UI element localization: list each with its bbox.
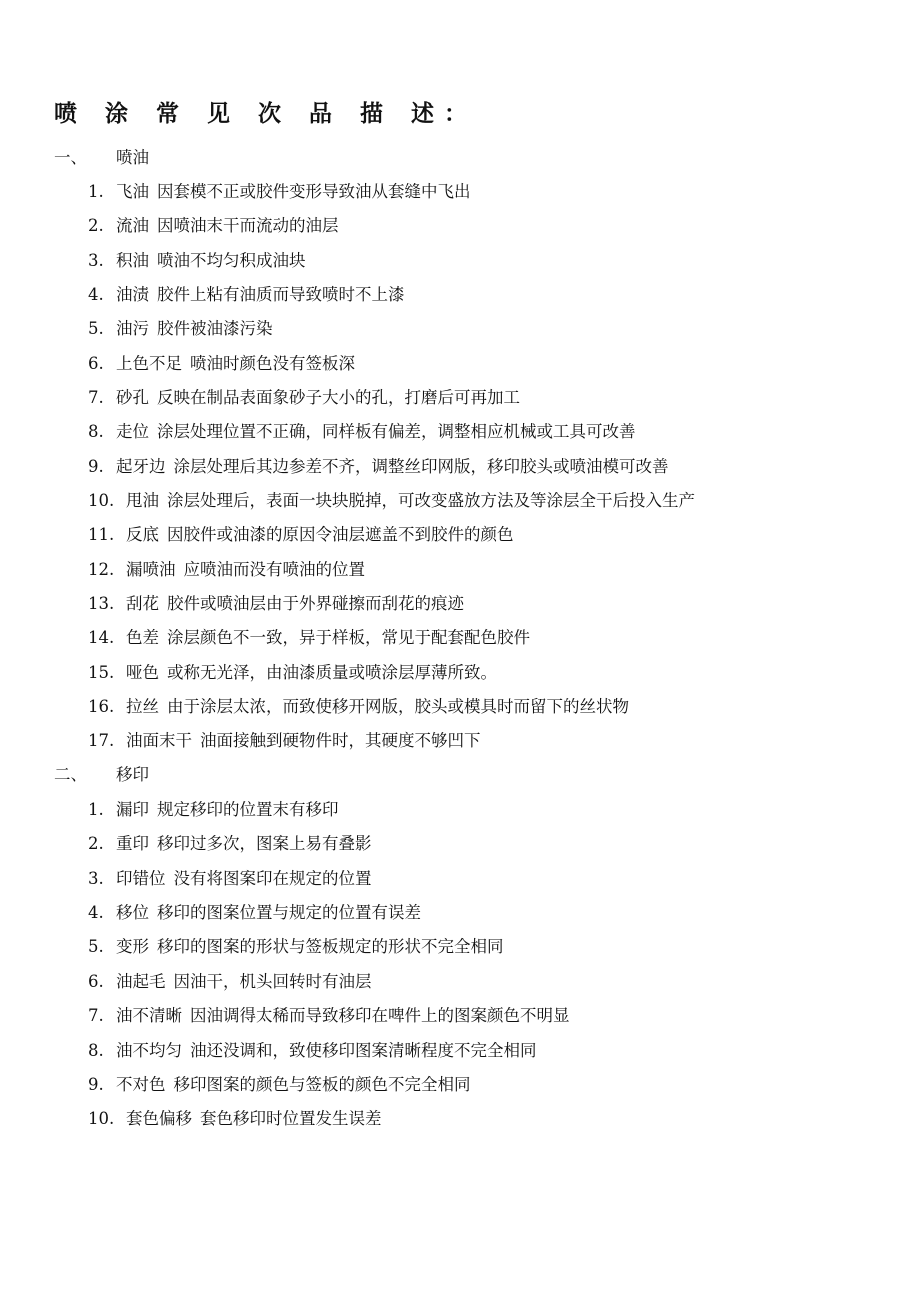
item-number: 9. <box>88 1075 104 1094</box>
item-number: 3. <box>88 251 104 270</box>
list-item <box>88 695 629 719</box>
item-description: 因胶件或油漆的原因令油层遮盖不到胶件的颜色 <box>167 525 514 544</box>
item-term: 漏喷油 <box>126 560 176 579</box>
list-item <box>88 249 306 273</box>
item-number: 4. <box>88 903 104 922</box>
item-description: 胶件被油漆污染 <box>157 319 273 338</box>
item-number: 6. <box>88 972 104 991</box>
list-item <box>88 626 530 650</box>
section-heading-pad-printing <box>54 763 149 787</box>
item-term: 砂孔 <box>116 388 149 407</box>
item-number: 10. <box>88 491 115 510</box>
item-description: 因喷油末干而流动的油层 <box>157 216 339 235</box>
item-term: 反底 <box>126 525 159 544</box>
list-item <box>88 523 514 547</box>
item-number: 2. <box>88 216 104 235</box>
list-item <box>88 489 695 513</box>
item-term: 起牙边 <box>116 457 166 476</box>
item-description: 胶件或喷油层由于外界碰擦而刮花的痕迹 <box>167 594 464 613</box>
list-item <box>88 592 464 616</box>
item-number: 7. <box>88 388 104 407</box>
item-description: 套色移印时位置发生误差 <box>200 1109 382 1128</box>
item-description: 因套模不正或胶件变形导致油从套缝中飞出 <box>157 182 471 201</box>
item-term: 重印 <box>116 834 149 853</box>
item-term: 变形 <box>116 937 149 956</box>
item-description: 或称无光泽，由油漆质量或喷涂层厚薄所致。 <box>167 663 497 682</box>
item-number: 10. <box>88 1109 115 1128</box>
item-term: 刮花 <box>126 594 159 613</box>
item-term: 拉丝 <box>126 697 159 716</box>
item-number: 17. <box>88 731 115 750</box>
page-title: 喷 涂 常 见 次 品 描 述： <box>54 100 478 127</box>
item-description: 因油调得太稀而导致移印在啤件上的图案颜色不明显 <box>190 1006 570 1025</box>
item-term: 色差 <box>126 628 159 647</box>
item-number: 15. <box>88 663 115 682</box>
item-number: 12. <box>88 560 115 579</box>
section-title: 喷油 <box>116 148 149 167</box>
item-number: 11. <box>88 525 115 544</box>
item-number: 5. <box>88 319 104 338</box>
item-term: 甩油 <box>126 491 159 510</box>
section-title: 移印 <box>116 765 149 784</box>
item-number: 5. <box>88 937 104 956</box>
item-number: 6. <box>88 354 104 373</box>
list-item <box>88 1107 382 1131</box>
item-description: 油面接触到硬物件时，其硬度不够凹下 <box>200 731 481 750</box>
item-description: 喷油时颜色没有签板深 <box>190 354 355 373</box>
list-item <box>88 283 405 307</box>
list-item <box>88 386 520 410</box>
item-number: 8. <box>88 422 104 441</box>
item-number: 1. <box>88 800 104 819</box>
item-description: 胶件上粘有油质而导致喷时不上漆 <box>157 285 405 304</box>
list-item <box>88 1039 537 1063</box>
item-description: 反映在制品表面象砂子大小的孔，打磨后可再加工 <box>157 388 520 407</box>
list-item <box>88 180 471 204</box>
item-number: 4. <box>88 285 104 304</box>
item-term: 印错位 <box>116 869 166 888</box>
list-item <box>88 729 481 753</box>
item-term: 油面末干 <box>126 731 192 750</box>
item-term: 油不均匀 <box>116 1041 182 1060</box>
list-item <box>88 558 365 582</box>
item-number: 1. <box>88 182 104 201</box>
item-description: 应喷油而没有喷油的位置 <box>183 560 365 579</box>
list-item <box>88 661 497 685</box>
item-description: 涂层处理后其边参差不齐，调整丝印网版，移印胶头或喷油模可改善 <box>173 457 669 476</box>
item-description: 移印的图案的形状与签板规定的形状不完全相同 <box>157 937 504 956</box>
section-number: 一、 <box>54 148 87 167</box>
item-term: 哑色 <box>126 663 159 682</box>
item-description: 移印的图案位置与规定的位置有误差 <box>157 903 421 922</box>
item-description: 移印图案的颜色与签板的颜色不完全相同 <box>173 1075 471 1094</box>
item-term: 漏印 <box>116 800 149 819</box>
item-number: 3. <box>88 869 104 888</box>
item-description: 涂层颜色不一致，异于样板，常见于配套配色胶件 <box>167 628 530 647</box>
item-term: 套色偏移 <box>126 1109 192 1128</box>
list-item <box>88 352 355 376</box>
item-term: 油起毛 <box>116 972 166 991</box>
list-item <box>88 935 504 959</box>
item-term: 上色不足 <box>116 354 182 373</box>
list-item <box>88 901 421 925</box>
item-term: 飞油 <box>116 182 149 201</box>
item-number: 8. <box>88 1041 104 1060</box>
item-number: 7. <box>88 1006 104 1025</box>
item-number: 2. <box>88 834 104 853</box>
item-description: 喷油不均匀积成油块 <box>157 251 306 270</box>
section-heading-spraying <box>54 146 149 170</box>
list-item <box>88 1004 570 1028</box>
item-term: 移位 <box>116 903 149 922</box>
item-term: 油污 <box>116 319 149 338</box>
item-number: 9. <box>88 457 104 476</box>
item-description: 规定移印的位置末有移印 <box>157 800 339 819</box>
list-item <box>88 317 273 341</box>
item-term: 走位 <box>116 422 149 441</box>
list-item <box>88 214 339 238</box>
list-item <box>88 798 339 822</box>
list-item <box>88 832 372 856</box>
list-item <box>88 420 636 444</box>
item-number: 14. <box>88 628 115 647</box>
item-term: 不对色 <box>116 1075 166 1094</box>
list-item <box>88 970 372 994</box>
list-item <box>88 1073 471 1097</box>
list-item <box>88 455 669 479</box>
item-term: 积油 <box>116 251 149 270</box>
item-description: 因油干，机头回转时有油层 <box>173 972 372 991</box>
item-term: 油不清晰 <box>116 1006 182 1025</box>
item-description: 涂层处理后，表面一块块脱掉，可改变盛放方法及等涂层全干后投入生产 <box>167 491 695 510</box>
item-description: 涂层处理位置不正确，同样板有偏差，调整相应机械或工具可改善 <box>157 422 636 441</box>
list-item <box>88 867 372 891</box>
item-description: 由于涂层太浓，而致使移开网版，胶头或模具时而留下的丝状物 <box>167 697 629 716</box>
item-number: 13. <box>88 594 115 613</box>
item-description: 移印过多次，图案上易有叠影 <box>157 834 372 853</box>
item-description: 没有将图案印在规定的位置 <box>173 869 372 888</box>
item-description: 油还没调和，致使移印图案清晰程度不完全相同 <box>190 1041 537 1060</box>
item-term: 油渍 <box>116 285 149 304</box>
item-term: 流油 <box>116 216 149 235</box>
section-number: 二、 <box>54 765 87 784</box>
item-number: 16. <box>88 697 115 716</box>
